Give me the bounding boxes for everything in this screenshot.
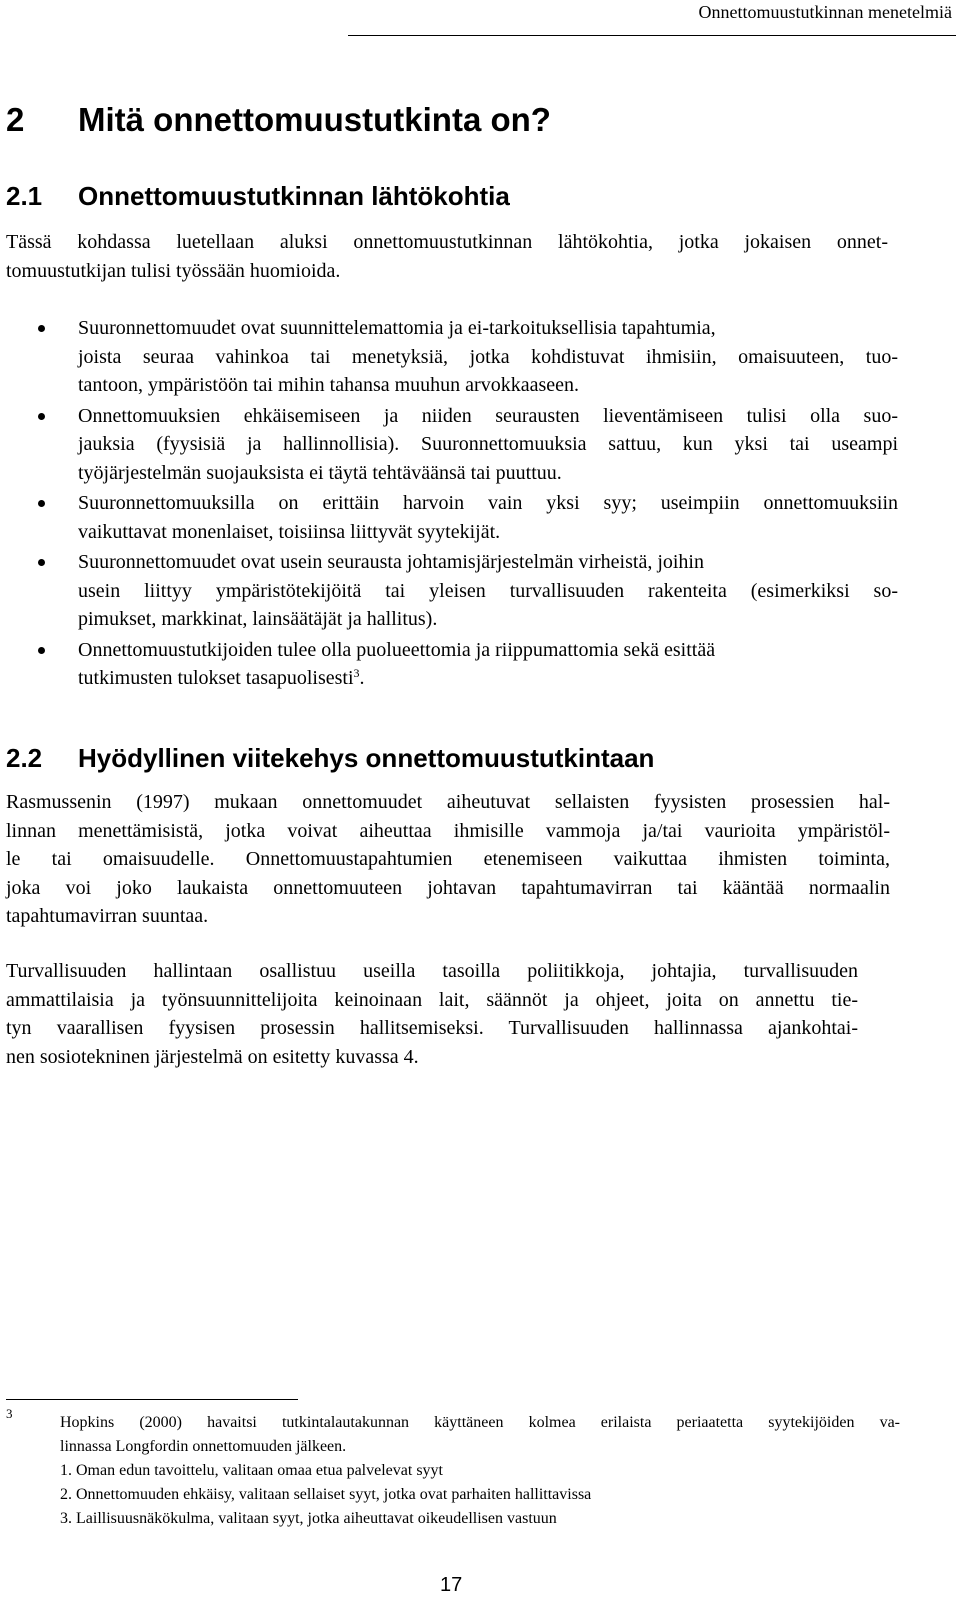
bullet-line: joista seuraa vahinkoa tai menetyksiä, jotka kohdistuvat ihmisiin, omaisuuteen, tuo- [78, 345, 898, 368]
principles-list [0, 314, 960, 695]
bullet-line: Suuronnettomuudet ovat suunnittelemattomia ja ei-tarkoituksellisia tapahtumia, [78, 317, 716, 339]
intro-line: tomuustutkijan tulisi työssään huomioida. [6, 259, 341, 282]
bullet-text-end: . [359, 667, 365, 689]
list-item [0, 402, 898, 488]
chapter-title: Mitä onnettomuustutkinta on? [78, 101, 551, 138]
bullet-line: vaikuttavat monenlaiset, toisiinsa liittyvät syytekijät. [78, 520, 501, 543]
footnote-reference[interactable]: 3 [353, 666, 360, 680]
section-2-2-number: 2.2 [6, 743, 43, 773]
footnote-line: linnassa Longfordin onnettomuuden jälkeen. [60, 1438, 347, 1455]
section-2-1-number: 2.1 [6, 181, 43, 211]
bullet-line: Onnettomuuksien ehkäisemiseen ja niiden seurausten lieventämiseen tulisi olla suo- [78, 404, 898, 427]
paragraph-line: linnan menettämisistä, jotka voivat aiheuttaa ihmisille vammoja ja/tai vaurioita ympäristöl- [6, 819, 890, 842]
section-2-1-title: Onnettomuustutkinnan lähtökohtia [78, 181, 510, 211]
bullet-text: tutkimusten tulokset tasapuolisesti [78, 667, 354, 689]
list-item [0, 548, 898, 634]
footnote-list-item: 1. Oman edun tavoittelu, valitaan omaa etua palvelevat syyt [60, 1462, 443, 1479]
body-paragraph [6, 957, 858, 1071]
chapter-heading [6, 100, 551, 140]
paragraph-line: tyn vaarallisen fyysisen prosessin hallitsemiseksi. Turvallisuuden hallinnassa ajankohtai- [6, 1017, 858, 1039]
bullet-line: pimukset, markkinat, lainsäätäjät ja hallitus). [78, 608, 438, 630]
footnote-list-item: 2. Onnettomuuden ehkäisy, valitaan sellaiset syyt, jotka ovat parhaiten hallittavissa [60, 1486, 592, 1503]
paragraph-line: ammattilaisia ja työnsuunnittelijoita keinoinaan lait, säännöt ja ohjeet, joita on annettu tie- [6, 988, 858, 1011]
paragraph-line: nen sosiotekninen järjestelmä on esitetty kuvassa 4. [6, 1045, 419, 1068]
running-header: Onnettomuustutkinnan menetelmiä [698, 2, 952, 22]
paragraph-line: le tai omaisuudelle. Onnettomuustapahtumien etenemiseen vaikuttaa ihmisten toiminta, [6, 848, 890, 870]
list-item [0, 489, 898, 546]
header-rule [348, 35, 956, 36]
section-2-2-title: Hyödyllinen viitekehys onnettomuustutkintaan [78, 743, 655, 773]
section-2-1-intro [6, 228, 888, 285]
list-item [0, 636, 898, 693]
list-item [0, 314, 898, 400]
paragraph-line: tapahtumavirran suuntaa. [6, 905, 209, 927]
bullet-line: Suuronnettomuuksilla on erittäin harvoin vain yksi syy; useimpiin onnettomuuksiin [78, 492, 898, 514]
bullet-line: jauksia (fyysisiä ja hallinnollisia). Suuronnettomuuksia sattuu, kun yksi tai useampi [78, 433, 898, 455]
footnote-list-item: 3. Laillisuusnäkökulma, valitaan syyt, jotka aiheuttavat oikeudellisen vastuun [60, 1510, 557, 1527]
footnote-mark: 3 [6, 1406, 13, 1421]
bullet-icon [38, 325, 45, 332]
bullet-line: tantoon, ympäristöön tai mihin tahansa muuhun arvokkaaseen. [78, 374, 579, 396]
paragraph-line: Turvallisuuden hallintaan osallistuu useilla tasoilla poliitikkoja, johtajia, turvallisuuden [6, 960, 858, 982]
bullet-icon [38, 559, 45, 566]
section-2-2-heading [6, 742, 654, 774]
paragraph-line: Rasmussenin (1997) mukaan onnettomuudet aiheutuvat sellaisten fyysisten prosessien hal- [6, 791, 890, 813]
paragraph-line: joka voi joko laukaista onnettomuuteen johtavan tapahtumavirran tai kääntää normaalin [6, 876, 890, 899]
bullet-line-last [78, 664, 898, 693]
body-paragraph [6, 788, 890, 931]
footnote-rule [6, 1399, 298, 1400]
bullet-line: Onnettomuustutkijoiden tulee olla puolueettomia ja riippumattomia sekä esittää [78, 638, 716, 661]
bullet-line: Suuronnettomuudet ovat usein seurausta johtamisjärjestelmän virheistä, joihin [78, 551, 704, 573]
bullet-icon [38, 647, 45, 654]
intro-line: Tässä kohdassa luetellaan aluksi onnettomuustutkinnan lähtökohtia, jotka jokaisen onnet- [6, 231, 888, 253]
bullet-icon [38, 500, 45, 507]
bullet-line: työjärjestelmän suojauksista ei täytä tehtäväänsä tai puuttuu. [78, 461, 562, 484]
footnote-list [6, 1459, 900, 1531]
footnote-line: Hopkins (2000) havaitsi tutkintalautakunnan käyttäneen kolmea erilaista periaatetta syytekijöiden va- [60, 1414, 900, 1431]
section-2-1-heading [6, 180, 510, 212]
footnote [6, 1411, 900, 1531]
bullet-icon [38, 413, 45, 420]
chapter-number: 2 [6, 101, 25, 138]
page-number: 17 [440, 1574, 463, 1596]
bullet-line: usein liittyy ympäristötekijöitä tai yleisen turvallisuuden rakenteita (esimerkiksi so- [78, 579, 898, 602]
